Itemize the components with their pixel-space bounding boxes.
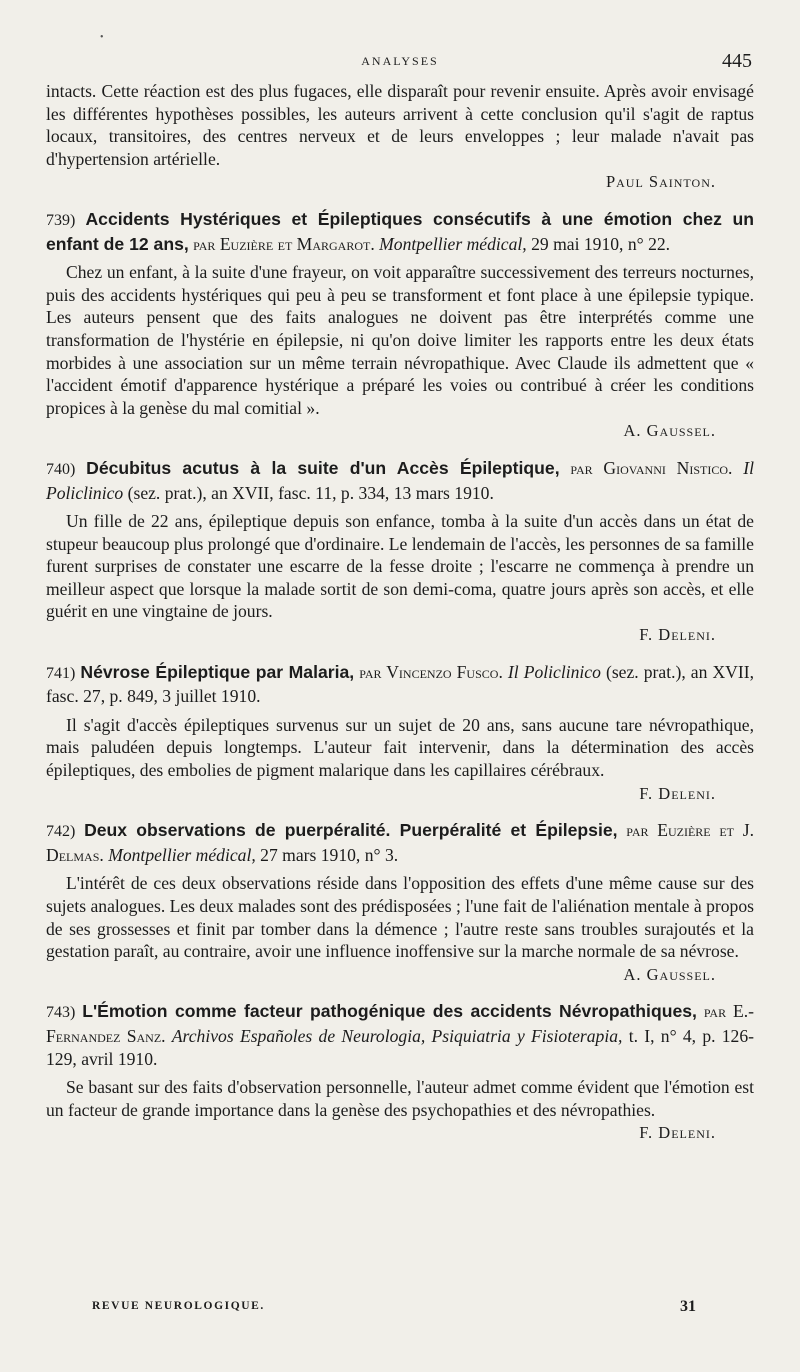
article-details: 29 mai 1910, n° 22. xyxy=(531,233,671,254)
article-source: Montpellier médical, xyxy=(108,844,256,865)
reviewer-signature: F. Deleni. xyxy=(639,783,716,803)
page-body xyxy=(46,80,754,1151)
article-body: Chez un enfant, à la suite d'une frayeur, on voit apparaître successivement des terreurs nocturnes, puis des accidents hystériques qui peu à peu se transforment et font place à une épilepsie typique. Les auteurs pensent que des faits analogues ne doivent pas être interprétés comme une transformation de l'hystérie en épilepsie, ni qu'on doive limiter les rapports entre les deux états morbides à une association sur un même terrain névropathique. Avec Claude ils admettent que « l'accident émotif d'apparence hystérique a préparé les voies ou contribué à créer les conditions propices à la genèse du mal comitial ». xyxy=(46,262,754,418)
article-body: Il s'agit d'accès épileptiques survenus sur un sujet de 20 ans, sans aucune tare névropathique, mais paludéen depuis longtemps. L'auteur fait intervenir, dans la détermination des accès épileptiques, des embolies de pigment malarique dans les capillaires cérébraux. xyxy=(46,714,754,781)
article-title: Décubitus acutus à la suite d'un Accès Épileptique, xyxy=(86,457,560,478)
article-number: 743) xyxy=(46,1004,76,1022)
article-title: L'Émotion comme facteur pathogénique des accidents Névropathiques, xyxy=(82,1001,697,1022)
article-number: 742) xyxy=(46,823,76,841)
article-details: (sez. prat.), an XVII, fasc. 27, p. 849, 3 juillet 1910. xyxy=(46,661,754,707)
article-authors: par Vincenzo Fusco. xyxy=(359,661,503,682)
article-title: Névrose Épileptique par Malaria, xyxy=(80,661,355,682)
article-details: 27 mars 1910, n° 3. xyxy=(260,844,399,865)
article-title: Accidents Hystériques et Épileptiques consécutifs à une émotion chez un enfant de 12 ans, xyxy=(46,208,754,254)
article-heading xyxy=(46,819,754,866)
page-header xyxy=(0,50,800,74)
article-heading xyxy=(46,661,754,708)
article-details: t. I, n° 4, p. 126-129, avril 1910. xyxy=(46,1025,755,1069)
article-741 xyxy=(46,661,754,806)
article-739 xyxy=(46,208,754,443)
article-heading xyxy=(46,457,754,504)
article-body: Un fille de 22 ans, épileptique depuis son enfance, tomba à la suite d'un accès dans un état de stupeur beaucoup plus prolongé que d'ordinaire. Le lendemain de l'accès, les personnes de sa famille furent surprises de constater une escarre de la fesse droite ; l'escarre ne commença à prendre un meilleur aspect que lorsque la malade sortit de son demi-coma, quatre jours après son accès, et elle guérit en une vingtaine de jours. xyxy=(46,511,754,622)
signature-mark: 31 xyxy=(680,1298,696,1315)
article-number: 741) xyxy=(46,664,76,682)
article-742 xyxy=(46,819,754,986)
article-source: Il Policlinico xyxy=(46,457,754,503)
reviewer-signature: A. Gaussel. xyxy=(623,421,716,441)
article-source: Il Policlinico xyxy=(507,661,601,682)
article-authors: par E.-Fernandez Sanz. xyxy=(46,1001,754,1046)
page-footer xyxy=(0,1298,800,1328)
article-body: Se basant sur des faits d'observation personnelle, l'auteur admet comme évident que l'émotion est un facteur de grande importance dans la genèse des psychopathies et des névropathies. xyxy=(46,1077,754,1120)
article-authors: par Euzière et J. Delmas. xyxy=(46,820,754,865)
article-authors: par Giovanni Nistico. xyxy=(570,457,733,478)
article-body: L'intérêt de ces deux observations réside dans l'opposition des effets d'une même cause sur des sujets analogues. Les deux malades sont des prédisposées ; l'une fait de l'aliénation mentale à propos de ses grossesses et finit par tomber dans la démence ; l'autre reste sans troubles surajoutés et la gestation paraît, au contraire, avoir une influence inoffensive sur la marche normale de sa névrose. xyxy=(46,873,754,962)
article-source: Montpellier médical, xyxy=(379,233,527,254)
reviewer-signature: F. Deleni. xyxy=(639,625,716,645)
article-authors: par Euzière et Margarot. xyxy=(193,233,375,254)
continued-paragraph: intacts. Cette réaction est des plus fugaces, elle disparaît pour revenir ensuite. Après avoir envisagé les différentes hypothèses possibles, les auteurs arrivent à cette conclusion qu'il s'agit de raptus locaux, transitoires, des centres nerveux et de leurs enveloppes ; leur malade n'avait pas d'hypertension artérielle. xyxy=(46,81,754,169)
page-number: 445 xyxy=(722,50,752,72)
article-743 xyxy=(46,1000,754,1145)
article-details: (sez. prat.), an XVII, fasc. 11, p. 334, 13 mars 1910. xyxy=(127,482,494,503)
article-heading xyxy=(46,1000,754,1070)
article-source: Archivos Españoles de Neurologia, Psiquiatria y Fisioterapia, xyxy=(171,1025,623,1046)
article-heading xyxy=(46,208,754,255)
article-number: 739) xyxy=(46,211,76,229)
article-740 xyxy=(46,457,754,647)
article-title: Deux observations de puerpéralité. Puerpéralité et Épilepsie, xyxy=(84,820,618,841)
reviewer-signature: F. Deleni. xyxy=(639,1123,716,1143)
reviewer-signature: A. Gaussel. xyxy=(623,964,716,984)
continued-review xyxy=(46,80,754,194)
reviewer-signature: Paul Sainton. xyxy=(605,172,716,192)
article-number: 740) xyxy=(46,460,76,478)
running-head: ANALYSES xyxy=(361,54,439,68)
journal-name: REVUE NEUROLOGIQUE. xyxy=(92,1300,265,1312)
page-mark: • xyxy=(100,32,104,43)
